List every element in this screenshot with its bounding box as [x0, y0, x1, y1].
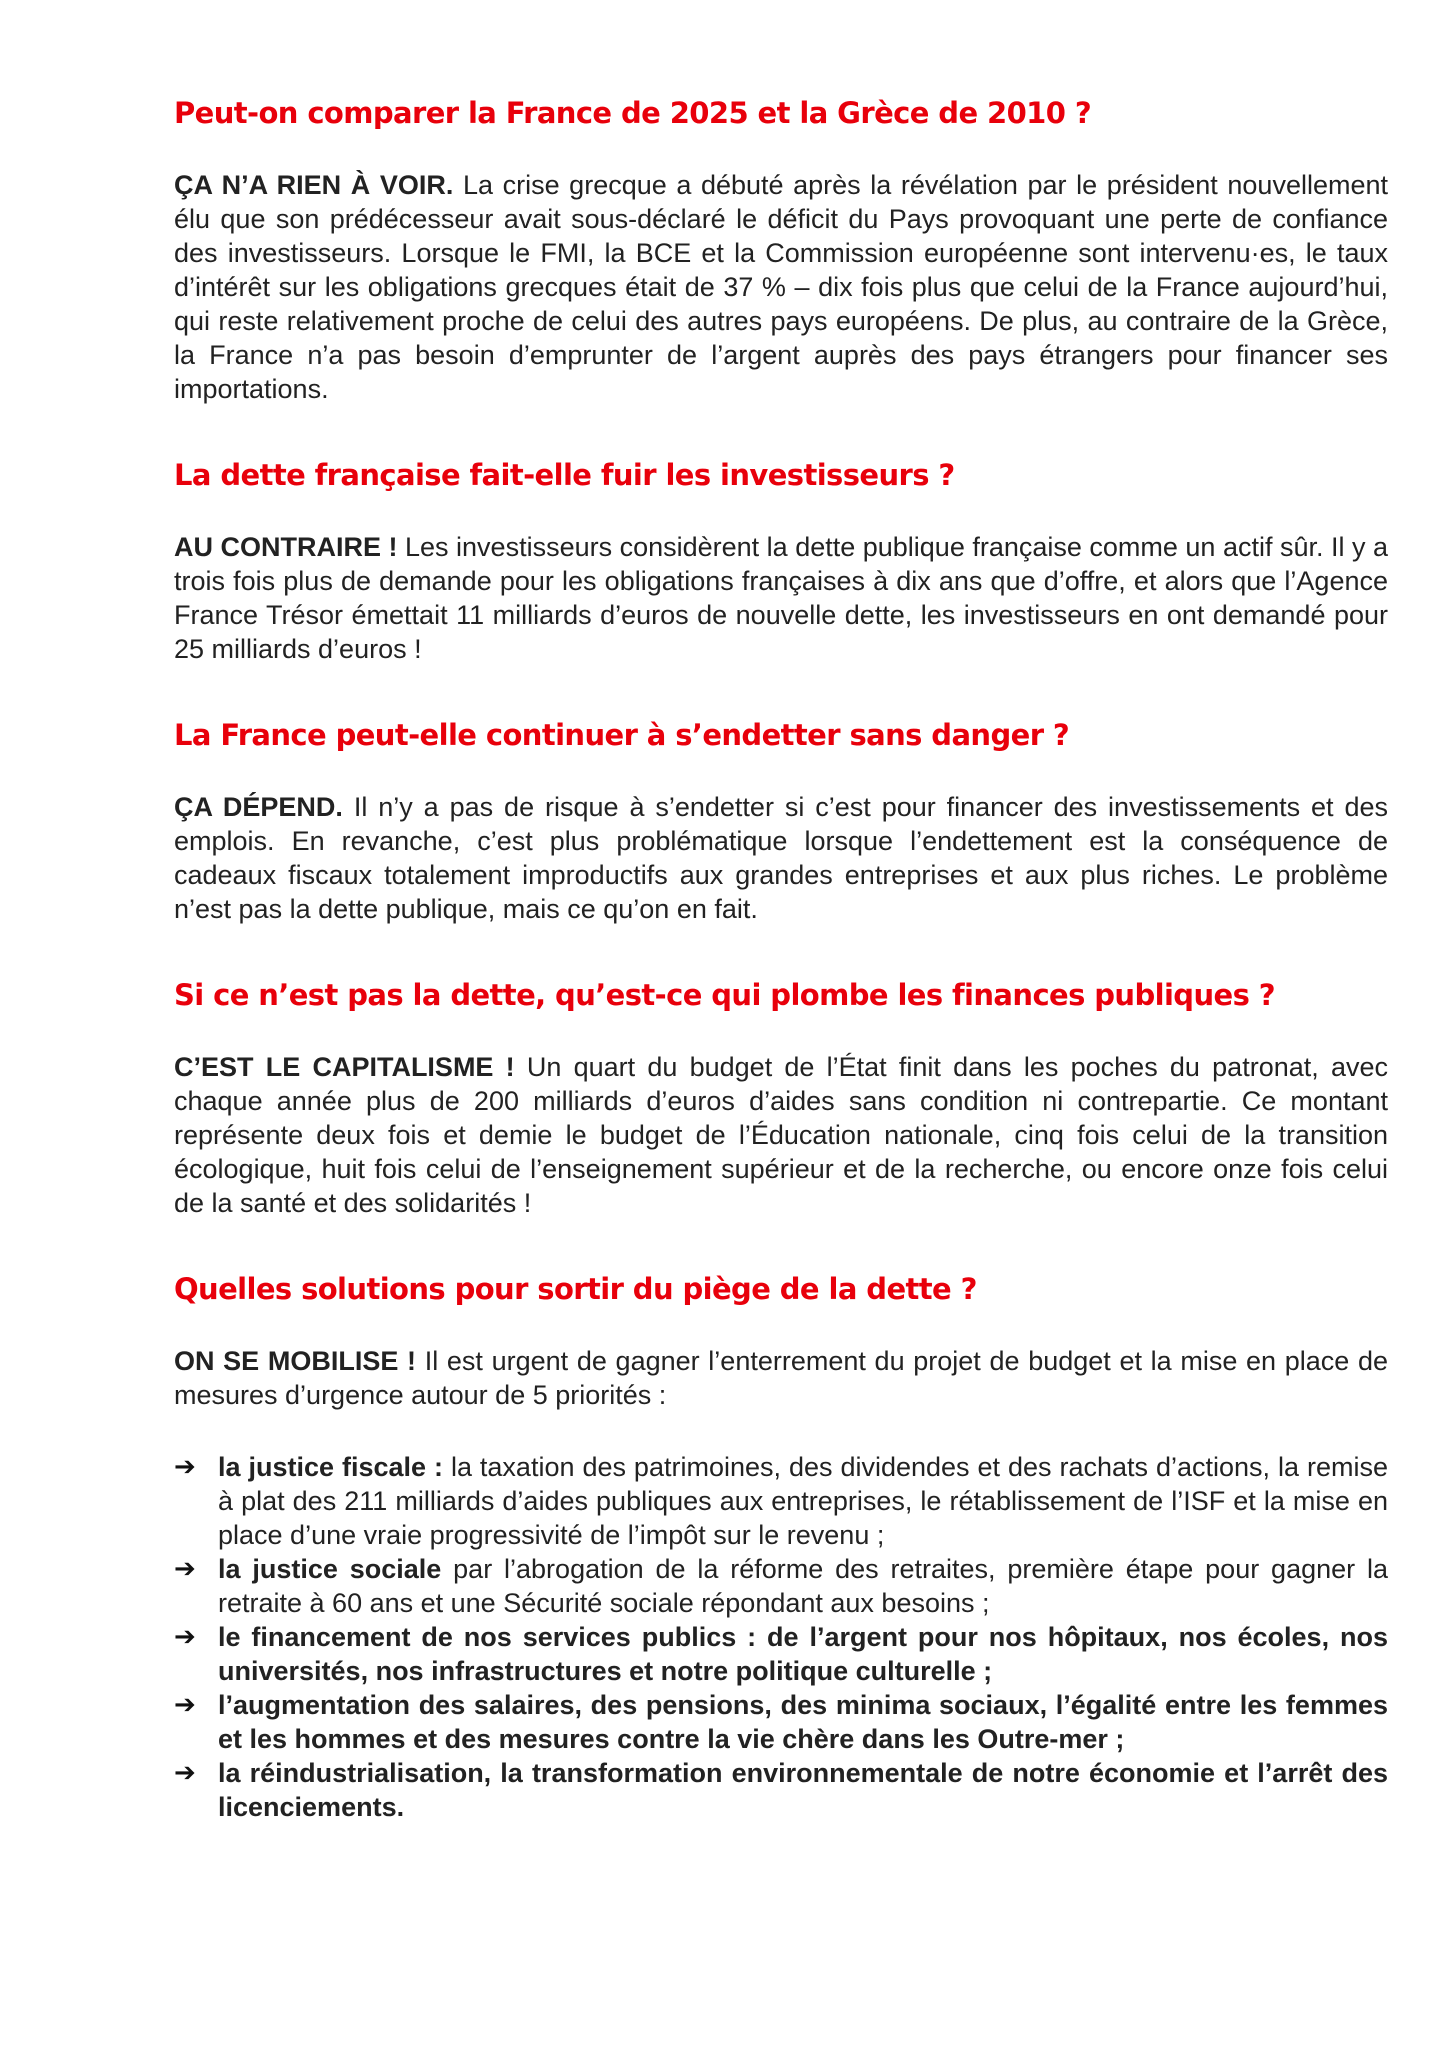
section-heading: La dette française fait-elle fuir les investisseurs ? [174, 458, 955, 492]
arrow-right-icon: ➔ [174, 1554, 196, 1584]
paragraph-body: Un quart du budget de l’État finit dans les poches du patronat, avec chaque année plus de 200 milliards d’euros d’aides sans condition ni contrepartie. Ce montant représente deux fois et demie le budget de l’Éducation nationale, cinq fois celui de la transition écologique, huit fois celui de l’enseignement supérieur et de la recherche, ou encore onze fois celui de la santé et des solidarités ! [174, 1052, 1388, 1218]
item-bold: l’augmentation des salaires, des pensions, des minima sociaux, l’égalité entre les femmes et les hommes et des mesures contre la vie chère dans les Outre-mer ; [218, 1690, 1388, 1754]
item-text: par l’abrogation de la réforme des retraites, première étape pour gagner la retraite à 60 ans et une Sécurité sociale répondant aux besoins ; [218, 1554, 1388, 1618]
paragraph-lead: C’EST LE CAPITALISME ! [174, 1052, 515, 1082]
arrow-right-icon: ➔ [174, 1690, 196, 1720]
list-item [174, 1450, 1388, 1552]
section-solutions [174, 1264, 1388, 1824]
list-item [174, 1688, 1388, 1756]
paragraph-body: Les investisseurs considèrent la dette publique française comme un actif sûr. Il y a trois fois plus de demande pour les obligations françaises à dix ans que d’offre, et alors que l’Agence France Trésor émettait 11 milliards d’euros de nouvelle dette, les investisseurs en ont demandé pour 25 milliards d’euros ! [174, 532, 1389, 664]
document-page [174, 88, 1388, 1868]
paragraph-lead: AU CONTRAIRE ! [174, 532, 398, 562]
section-heading: Peut-on comparer la France de 2025 et la Grèce de 2010 ? [174, 96, 1092, 130]
priorities-list [174, 1450, 1388, 1824]
list-item [174, 1552, 1388, 1620]
paragraph-body: Il est urgent de gagner l’enterrement du projet de budget et la mise en place de mesures d’urgence autour de 5 priorités : [174, 1346, 1388, 1410]
section-public-finances [174, 970, 1388, 1220]
section-heading: Si ce n’est pas la dette, qu’est-ce qui plombe les finances publiques ? [174, 978, 1275, 1012]
section-heading: Quelles solutions pour sortir du piège de la dette ? [174, 1272, 977, 1306]
paragraph-body: Il n’y a pas de risque à s’endetter si c’est pour financer des investissements et des emplois. En revanche, c’est plus problématique lorsque l’endettement est la conséquence de cadeaux fiscaux totalement improductifs aux grandes entreprises et aux plus riches. Le problème n’est pas la dette publique, mais ce qu’on en fait. [174, 792, 1388, 924]
paragraph-lead: ON SE MOBILISE ! [174, 1346, 417, 1376]
arrow-right-icon: ➔ [174, 1758, 196, 1788]
arrow-right-icon: ➔ [174, 1452, 196, 1482]
item-bold: la justice fiscale : [218, 1452, 443, 1482]
item-text: la taxation des patrimoines, des dividendes et des rachats d’actions, la remise à plat des 211 milliards d’aides publiques aux entreprises, le rétablissement de l’ISF et la mise en place d’une vraie progressivité de l’impôt sur le revenu ; [218, 1452, 1388, 1550]
item-bold: le financement de nos services publics : de l’argent pour nos hôpitaux, nos écoles, nos universités, nos infrastructures et notre politique culturelle ; [218, 1622, 1388, 1686]
section-paragraph [174, 1050, 1388, 1220]
list-item [174, 1620, 1388, 1688]
item-bold: la justice sociale [218, 1554, 442, 1584]
section-greece-comparison [174, 88, 1388, 406]
section-paragraph [174, 1344, 1388, 1412]
paragraph-lead: ÇA N’A RIEN À VOIR. [174, 170, 454, 200]
paragraph-body: La crise grecque a débuté après la révélation par le président nouvellement élu que son prédécesseur avait sous-déclaré le déficit du Pays provoquant une perte de confiance des investisseurs. Lorsque le FMI, la BCE et la Commission européenne sont intervenu·es, le taux d’intérêt sur les obligations grecques était de 37 % – dix fois plus que celui de la France aujourd’hui, qui reste relativement proche de celui des autres pays européens. De plus, au contraire de la Grèce, la France n’a pas besoin d’emprunter de l’argent auprès des pays étrangers pour financer ses importations. [174, 170, 1389, 404]
item-bold: la réindustrialisation, la transformation environnementale de notre économie et l’arrêt des licenciements. [218, 1758, 1388, 1822]
section-paragraph [174, 168, 1388, 406]
list-item [174, 1756, 1388, 1824]
section-investors [174, 450, 1388, 666]
section-paragraph [174, 790, 1388, 926]
section-heading: La France peut-elle continuer à s’endetter sans danger ? [174, 718, 1070, 752]
section-paragraph [174, 530, 1388, 666]
arrow-right-icon: ➔ [174, 1622, 196, 1652]
section-debt-danger [174, 710, 1388, 926]
paragraph-lead: ÇA DÉPEND. [174, 792, 343, 822]
